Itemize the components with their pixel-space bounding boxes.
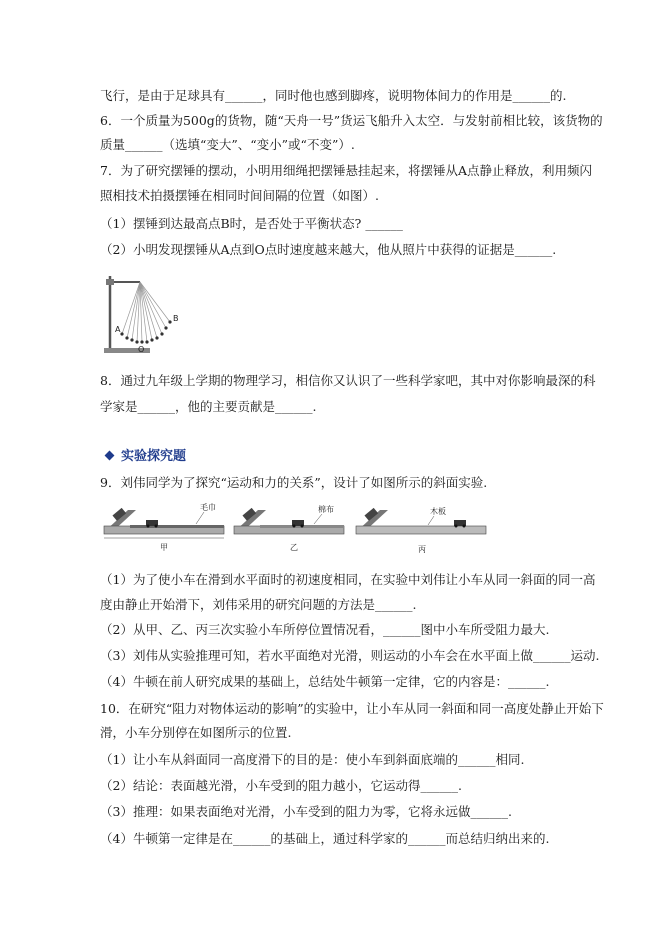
question-10-part-4: （4）牛顿第一定律是在______的基础上，通过科学家的______而总结归纳出来的.	[100, 831, 550, 846]
question-7: 7．为了研究摆锤的摆动，小明用细绳把摆锤悬挂起来，将摆锤从A点静止释放，利用频闪	[100, 163, 592, 178]
question-10-part-2: （2）结论：表面越光滑，小车受到的阻力越小，它运动得______.	[100, 778, 462, 793]
section-title: 实验探究题	[121, 449, 187, 464]
text-line: 飞行，是由于足球具有______，同时他也感到脚疼，说明物体间力的作用是______的.	[100, 88, 567, 103]
question-6: 6．一个质量为500g的货物，随“天舟一号”货运飞船升入太空．与发射前相比较，该货物的	[100, 113, 603, 128]
question-7-part-2: （2）小明发现摆锤从A点到O点时速度越来越大，他从照片中获得的证据是______.	[100, 242, 557, 257]
text-line: 学家是______，他的主要贡献是______.	[100, 399, 317, 414]
question-9: 9．刘伟同学为了探究“运动和力的关系”，设计了如图所示的斜面实验.	[100, 475, 488, 490]
caption-bing: 丙	[418, 545, 426, 554]
question-10: 10．在研究“阻力对物体运动的影响”的实验中，让小车从同一斜面和同一高度处静止开始下	[100, 701, 604, 716]
point-b-label: B	[173, 314, 179, 323]
question-10-part-1: （1）让小车从斜面同一高度滑下的目的是：使小车到斜面底端的______相同.	[100, 752, 525, 767]
question-9-part-2: （2）从甲、乙、丙三次实验小车所停位置情况看，______图中小车所受阻力最大.	[100, 622, 550, 637]
text-line: 照相技术拍摄摆锤在相同时间间隔的位置（如图）.	[100, 188, 379, 203]
surface-label-bing: 木板	[430, 507, 446, 516]
ramp-experiment-figure	[100, 498, 500, 560]
question-9-part-1: （1）为了使小车在滑到水平面时的初速度相同，在实验中刘伟让小车从同一斜面的同一高	[100, 572, 596, 587]
caption-yi: 乙	[290, 543, 298, 552]
question-10-part-3: （3）推理：如果表面绝对光滑，小车受到的阻力为零，它将永远做______.	[100, 804, 512, 819]
pendulum-figure	[100, 268, 220, 358]
diamond-bullet-icon	[105, 451, 115, 461]
text-line: 质量______（选填“变大”、“变小”或“不变”）.	[100, 137, 355, 152]
point-o-label: O	[138, 345, 145, 354]
question-7-part-1: （1）摆锤到达最高点B时，是否处于平衡状态? ______	[100, 216, 403, 231]
question-9-part-4: （4）牛顿在前人研究成果的基础上，总结处牛顿第一定律，它的内容是：______.	[100, 674, 550, 689]
text-line: 度由静止开始滑下，刘伟采用的研究问题的方法是______.	[100, 597, 417, 612]
question-8: 8．通过九年级上学期的物理学习，相信你又认识了一些科学家吧，其中对你影响最深的科	[100, 373, 596, 388]
question-9-part-3: （3）刘伟从实验推理可知，若水平面绝对光滑，则运动的小车会在水平面上做______运动.	[100, 648, 600, 663]
surface-label-yi: 棉布	[318, 505, 334, 514]
ramp-yi	[234, 504, 344, 552]
caption-jia: 甲	[160, 543, 168, 552]
surface-label-jia: 毛巾	[200, 503, 216, 512]
text-line: 滑，小车分别停在如图所示的位置.	[100, 725, 292, 740]
section-heading	[106, 445, 186, 464]
point-a-label: A	[115, 325, 121, 334]
ramp-bing	[356, 506, 486, 554]
ramp-jia	[104, 502, 224, 552]
